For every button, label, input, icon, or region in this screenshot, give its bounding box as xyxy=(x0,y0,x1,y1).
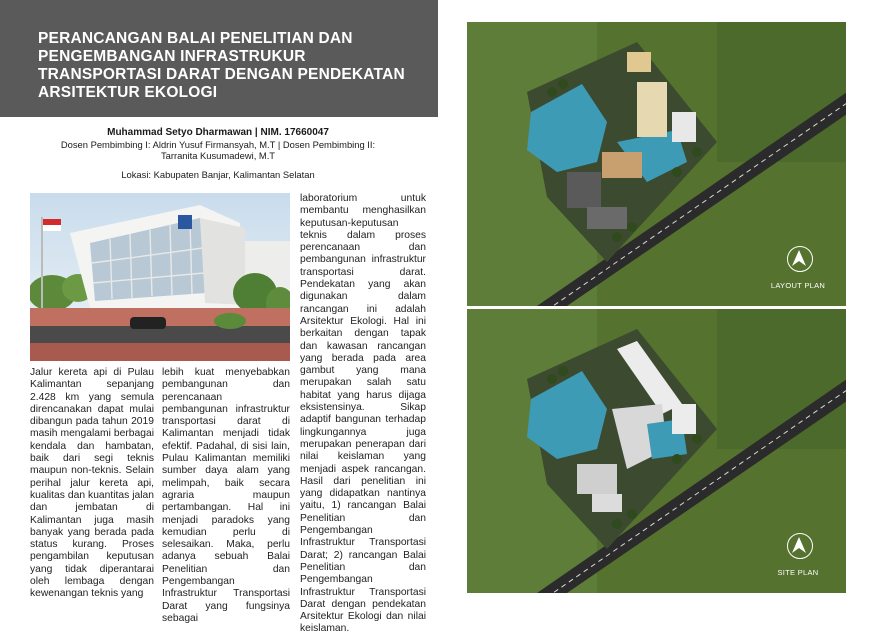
site-plan-image xyxy=(467,309,846,593)
building-render-image xyxy=(30,193,290,361)
body-column-1: Jalur kereta api di Pulau Kalimantan sepanjang 2.428 km yang semula direncanakan dapat mulai dibangun pada tahun 2019 masih mengalami berbagai kendala dan hambatan, baik dari segi teknis maupun non-teknis. Selain perihal jalur kereta api, kualitas dan kuantitas jalan dan jembatan di Kalimantan juga masih banyak yang berada pada status kurang. Proses pengambilan keputusan yang tidak diperantarai oleh lembaga dengan kewenangan teknis yang xyxy=(30,367,154,600)
north-arrow-icon xyxy=(787,246,813,272)
layout-plan-label: LAYOUT PLAN xyxy=(770,281,826,290)
page-title: PERANCANGAN BALAI PENELITIAN DAN PENGEMBANGAN INFRASTRUKUR TRANSPORTASI DARAT DENGAN PENDEKATAN ARSITEKTUR EKOLOGI xyxy=(38,30,405,101)
author-line: Muhammad Setyo Dharmawan | NIM. 17660047 xyxy=(107,127,329,138)
location-line: Lokasi: Kabupaten Banjar, Kalimantan Selatan xyxy=(121,169,315,180)
body-column-2: lebih kuat menyebabkan pembangunan dan perencanaan pembangunan infrastruktur transportasi darat di Kalimantan menjadi tidak efektif. Padahal, di sisi lain, Pulau Kalimantan memiliki sumber daya alam yang melimpah, baik secara agraria maupun pertambangan. Hal ini menjadi paradoks yang kemudian perlu di selesaikan. Maka, perlu adanya sebuah Balai Penelitian dan Pengembangan Infrastruktur Transportasi Darat yang fungsinya sebagai xyxy=(162,367,290,624)
site-plan-label: SITE PLAN xyxy=(777,568,819,577)
supervisors-line-1: Dosen Pembimbing I: Aldrin Yusuf Firmansyah, M.T | Dosen Pembimbing II: xyxy=(60,139,376,150)
supervisors-line-2: Tarranita Kusumadewi, M.T xyxy=(160,150,276,161)
north-arrow-icon xyxy=(787,533,813,559)
body-column-3: laboratorium untuk membantu menghasilkan keputusan-keputusan teknis dalam proses perencanaan dan pembangunan infrastruktur transportasi darat. Pendekatan yang akan digunakan dalam rancangan ini adalah Arsitektur Ekologi. Hal ini berkaitan dengan tapak dan kawasan rancangan yang berada pada area gambut yang mana merupakan salah satu habitat yang harus dijaga eksistensinya. Sikap adaptif bangunan terhadap lingkungannya juga merupakan penerapan dari nilai keislaman yang menjadi aspek rancangan. Hasil dari penelitian ini yang didapatkan nantinya yaitu, 1) rancangan Balai Penelitian dan Pengembangan Infrastruktur Transportasi Darat; 2) rancangan Balai Penelitian dan Pengembangan Infrastruktur Transportasi Darat dengan pendekatan Arsitektur Ekologi dan nilai keislaman. xyxy=(300,193,426,635)
title-banner xyxy=(0,0,438,117)
layout-plan-image xyxy=(467,22,846,306)
